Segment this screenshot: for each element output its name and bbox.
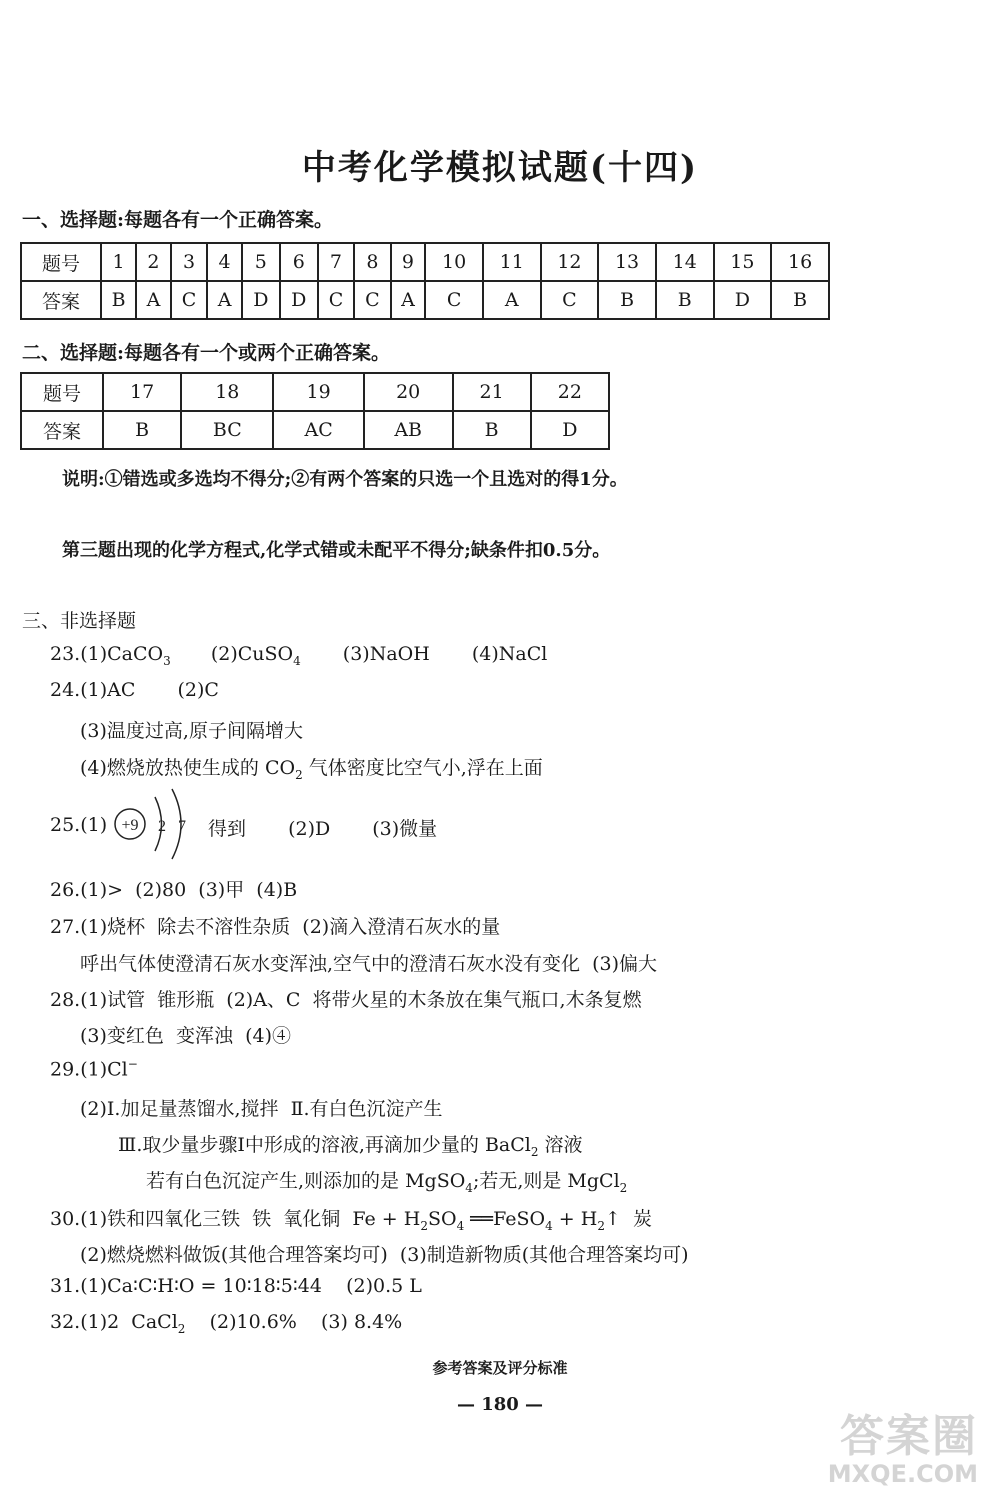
answer-30-line1	[50, 1204, 652, 1233]
table-cell: 13	[598, 243, 656, 281]
answer-part: (4)燃烧放热使生成的 CO	[80, 757, 296, 779]
table-cell: 7	[318, 243, 354, 281]
answer-part: ↑ 炭	[604, 1208, 652, 1230]
answer-part: 32.(1)2 CaCl	[50, 1311, 178, 1333]
subscript: 2	[530, 1144, 539, 1159]
answer-24-line1	[50, 679, 219, 701]
table-cell: D	[531, 411, 609, 449]
table-cell: B	[453, 411, 531, 449]
table-cell: 12	[541, 243, 599, 281]
answer-part: 得到	[208, 818, 247, 840]
table-cell: B	[103, 411, 181, 449]
page-title: 中考化学模拟试题(十四)	[301, 148, 699, 188]
answer-28-line2: (3)变红色 变浑浊 (4)④	[80, 1025, 291, 1047]
answer-29-line1	[50, 1057, 138, 1080]
answer-part: (2)C	[177, 679, 219, 701]
table-cell: 18	[181, 373, 273, 411]
answer-table-2	[20, 372, 610, 450]
table-cell: C	[541, 281, 599, 319]
table-cell: BC	[181, 411, 273, 449]
subscript: 2	[177, 1321, 186, 1336]
table-cell: 5	[242, 243, 280, 281]
table-cell: 22	[531, 373, 609, 411]
table-cell: 14	[656, 243, 714, 281]
table-cell: 4	[207, 243, 242, 281]
answer-25-rest	[208, 814, 437, 841]
answer-29-line2: (2)Ⅰ.加足量蒸馏水,搅拌 Ⅱ.有白色沉淀产生	[80, 1098, 443, 1120]
table-cell: 15	[714, 243, 772, 281]
answer-part: (3)微量	[372, 818, 438, 840]
subscript: 4	[465, 1180, 473, 1195]
answer-24-line2: (3)温度过高,原子间隔增大	[80, 720, 303, 742]
atom-structure-diagram	[110, 785, 200, 865]
table-cell: A	[207, 281, 242, 319]
answer-31: 31.(1)Ca∶C∶H∶O = 10∶18∶5∶44 (2)0.5 L	[50, 1275, 422, 1297]
answer-28-line1: 28.(1)试管 锥形瓶 (2)A、C 将带火星的木条放在集气瓶口,木条复燃	[50, 989, 642, 1011]
row-label-number: 题号	[21, 243, 101, 281]
table-cell: 16	[771, 243, 829, 281]
footer-label: 参考答案及评分标准	[432, 1359, 568, 1377]
answer-part: (3)NaOH	[342, 643, 430, 665]
q-number: 25.	[50, 814, 81, 836]
answer-part: + H	[552, 1208, 598, 1230]
page-number: — 180 —	[456, 1394, 544, 1415]
section2-heading: 二、选择题:每题各有一个或两个正确答案。	[22, 342, 391, 364]
q-number: 24.	[50, 679, 81, 701]
table-cell: B	[598, 281, 656, 319]
answer-part: Ⅲ.取少量步骤Ⅰ中形成的溶液,再滴加少量的 BaCl	[118, 1134, 531, 1156]
answer-29-line4	[146, 1166, 627, 1195]
table-cell: 3	[171, 243, 207, 281]
answer-part: (1)	[80, 814, 108, 836]
table-cell: 8	[354, 243, 390, 281]
answer-25-prefix	[50, 814, 107, 836]
answer-32	[50, 1311, 402, 1336]
table-cell: A	[391, 281, 426, 319]
shell2-count: 7	[178, 818, 186, 835]
table-cell: B	[771, 281, 829, 319]
table-cell: C	[318, 281, 354, 319]
answer-part: (4)NaCl	[471, 643, 548, 665]
row-label-answer: 答案	[21, 281, 101, 319]
table-cell: 2	[136, 243, 171, 281]
scoring-note-1: 说明:①错选或多选均不得分;②有两个答案的只选一个且选对的得1分。	[62, 469, 628, 490]
subscript: 4	[545, 1218, 553, 1233]
subscript: 2	[597, 1218, 605, 1233]
answer-part: (1)AC	[80, 679, 136, 701]
watermark-text: 答案圈	[840, 1411, 978, 1462]
answer-part: (2)D	[288, 818, 331, 840]
table-cell: 20	[364, 373, 453, 411]
answer-part: 30.(1)铁和四氧化三铁 铁 氧化铜 Fe + H	[50, 1208, 421, 1230]
table-cell: 1	[101, 243, 136, 281]
table-cell: D	[280, 281, 318, 319]
row-label-number: 题号	[21, 373, 103, 411]
answer-part: (2)10.6% (3) 8.4%	[185, 1311, 403, 1333]
table-cell: B	[656, 281, 714, 319]
answer-part: ;若无,则是 MgCl	[472, 1170, 620, 1192]
table-cell: C	[425, 281, 483, 319]
table-cell: C	[354, 281, 390, 319]
nucleus-charge: +9	[121, 817, 139, 834]
section1-heading: 一、选择题:每题各有一个正确答案。	[22, 209, 334, 231]
table-cell: 19	[273, 373, 363, 411]
subscript: 2	[619, 1180, 628, 1195]
answer-part: 若有白色沉淀产生,则添加的是 MgSO	[146, 1170, 466, 1192]
answer-23	[50, 643, 547, 668]
table-cell: 10	[425, 243, 483, 281]
subscript: 2	[420, 1218, 428, 1233]
scoring-note-2: 第三题出现的化学方程式,化学式错或未配平不得分;缺条件扣0.5分。	[62, 540, 611, 561]
subscript: 2	[295, 767, 303, 782]
answer-part: 溶液	[538, 1134, 583, 1156]
table-cell: AB	[364, 411, 453, 449]
table-cell: A	[136, 281, 171, 319]
table-cell: 21	[453, 373, 531, 411]
answer-part: (1)CaCO	[80, 643, 164, 665]
watermark-logo	[828, 1400, 978, 1488]
table-cell: C	[171, 281, 207, 319]
table-cell: AC	[273, 411, 363, 449]
answer-part: ══FeSO	[464, 1208, 546, 1230]
q-number: 23.	[50, 643, 81, 665]
table-cell: 9	[391, 243, 426, 281]
watermark-url: MXQE.COM	[827, 1460, 978, 1488]
subscript: 4	[293, 653, 301, 668]
row-label-answer: 答案	[21, 411, 103, 449]
answer-30-line2: (2)燃烧燃料做饭(其他合理答案均可) (3)制造新物质(其他合理答案均可)	[80, 1244, 689, 1266]
answer-29-line3	[118, 1130, 583, 1159]
table-cell: 17	[103, 373, 181, 411]
shell1-count: 2	[158, 818, 166, 835]
superscript: −	[127, 1057, 138, 1071]
answer-part: 29.(1)Cl	[50, 1058, 128, 1081]
answer-27-line2: 呼出气体使澄清石灰水变浑浊,空气中的澄清石灰水没有变化 (3)偏大	[80, 953, 658, 975]
table-cell: 11	[483, 243, 541, 281]
table-cell: D	[714, 281, 772, 319]
subscript: 4	[456, 1218, 465, 1233]
table-cell: 6	[280, 243, 318, 281]
table-cell: B	[101, 281, 136, 319]
answer-part: SO	[427, 1208, 457, 1230]
answer-27-line1: 27.(1)烧杯 除去不溶性杂质 (2)滴入澄清石灰水的量	[50, 916, 501, 938]
answer-24-line3	[80, 753, 543, 782]
table-cell: A	[483, 281, 541, 319]
answer-part: (2)CuSO	[210, 643, 294, 665]
section3-heading: 三、非选择题	[22, 610, 137, 632]
subscript: 3	[163, 653, 171, 668]
answer-part: 气体密度比空气小,浮在上面	[302, 757, 543, 779]
answer-table-1	[20, 242, 830, 320]
table-cell: D	[242, 281, 280, 319]
answer-26: 26.(1)> (2)80 (3)甲 (4)B	[50, 879, 298, 901]
